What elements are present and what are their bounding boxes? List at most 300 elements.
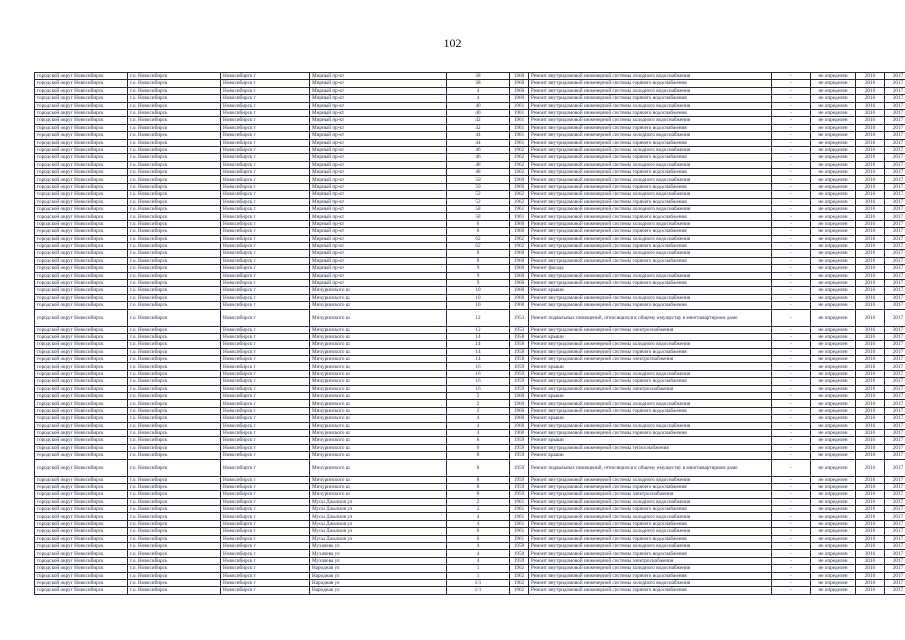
cell-y2: 2017 [885, 250, 905, 257]
cell-work: Ремонт внутридомовой инженерной системы горячего водоснабжения [529, 228, 772, 235]
cell-gorod: г.о. Новосибирск [128, 550, 221, 557]
cell-np: Новосибирск г [221, 513, 310, 520]
cell-year: 1959 [510, 437, 529, 444]
cell-year: 1959 [510, 543, 529, 550]
cell-work: Ремонт внутридомовой инженерной системы холодного водоснабжения [529, 294, 772, 301]
table-row [35, 272, 905, 279]
cell-dom: 2 [447, 498, 510, 505]
cell-y1: 2016 [856, 370, 885, 377]
cell-okrug: городской округ Новосибирск [35, 580, 128, 587]
cell-np: Новосибирск г [221, 206, 310, 213]
cell-np: Новосибирск г [221, 363, 310, 370]
cell-cost: не определен [811, 294, 856, 301]
cell-cost: не определен [811, 183, 856, 190]
cell-dom: 46 [447, 154, 510, 161]
cell-street: Мичуринского ш [310, 348, 447, 355]
cell-gorod: г.о. Новосибирск [128, 580, 221, 587]
cell-np: Новосибирск г [221, 407, 310, 414]
cell-gorod: г.о. Новосибирск [128, 191, 221, 198]
cell-okrug: городской округ Новосибирск [35, 287, 128, 294]
cell-dom: 62 [447, 242, 510, 249]
cell-dash: - [772, 242, 811, 249]
cell-y2: 2017 [885, 429, 905, 436]
cell-cost: не определен [811, 250, 856, 257]
cell-work: Ремонт внутридомовой инженерной системы горячего водоснабжения [529, 80, 772, 87]
cell-work: Ремонт крыши [529, 437, 772, 444]
cell-y2: 2017 [885, 341, 905, 348]
cell-gorod: г.о. Новосибирск [128, 169, 221, 176]
cell-cost: не определен [811, 393, 856, 400]
cell-dom: 4 [447, 422, 510, 429]
cell-year: 1960 [510, 250, 529, 257]
cell-street: Мичуринского ш [310, 483, 447, 490]
cell-work: Ремонт внутридомовой инженерной системы горячего водоснабжения [529, 535, 772, 542]
cell-work: Ремонт внутридомовой инженерной системы горячего водоснабжения [529, 302, 772, 309]
cell-work: Ремонт внутридомовой инженерной системы холодного водоснабжения [529, 476, 772, 483]
cell-work: Ремонт внутридомовой инженерной системы холодного водоснабжения [529, 272, 772, 279]
cell-np: Новосибирск г [221, 506, 310, 513]
cell-np: Новосибирск г [221, 80, 310, 87]
cell-y1: 2016 [856, 213, 885, 220]
cell-okrug: городской округ Новосибирск [35, 279, 128, 286]
cell-year: 1960 [510, 265, 529, 272]
cell-y1: 2016 [856, 483, 885, 490]
cell-okrug: городской округ Новосибирск [35, 429, 128, 436]
cell-y2: 2017 [885, 407, 905, 414]
cell-np: Новосибирск г [221, 287, 310, 294]
cell-street: Мирный пр-кт [310, 235, 447, 242]
cell-dash: - [772, 550, 811, 557]
cell-np: Новосибирск г [221, 557, 310, 564]
cell-cost: не определен [811, 363, 856, 370]
cell-okrug: городской округ Новосибирск [35, 302, 128, 309]
cell-y2: 2017 [885, 265, 905, 272]
cell-okrug: городской округ Новосибирск [35, 176, 128, 183]
cell-y2: 2017 [885, 242, 905, 249]
cell-dash: - [772, 543, 811, 550]
table-row [35, 415, 905, 422]
cell-street: Мичуринского ш [310, 309, 447, 326]
cell-y1: 2016 [856, 294, 885, 301]
cell-y2: 2017 [885, 287, 905, 294]
cell-y2: 2017 [885, 109, 905, 116]
cell-gorod: г.о. Новосибирск [128, 437, 221, 444]
cell-y1: 2016 [856, 302, 885, 309]
cell-year: 1960 [510, 407, 529, 414]
cell-dash: - [772, 520, 811, 527]
cell-y1: 2016 [856, 572, 885, 579]
cell-dash: - [772, 250, 811, 257]
cell-okrug: городской округ Новосибирск [35, 363, 128, 370]
cell-dom: 2 [447, 506, 510, 513]
cell-y2: 2017 [885, 228, 905, 235]
table-row [35, 213, 905, 220]
cell-dash: - [772, 498, 811, 505]
cell-street: Мирный пр-кт [310, 206, 447, 213]
table-row [35, 294, 905, 301]
cell-dom: 14 [447, 356, 510, 363]
cell-gorod: г.о. Новосибирск [128, 393, 221, 400]
cell-np: Новосибирск г [221, 265, 310, 272]
cell-cost: не определен [811, 407, 856, 414]
cell-work: Ремонт внутридомовой инженерной системы холодного водоснабжения [529, 146, 772, 153]
cell-dom: 14 [447, 348, 510, 355]
cell-y2: 2017 [885, 191, 905, 198]
cell-dash: - [772, 476, 811, 483]
cell-np: Новосибирск г [221, 213, 310, 220]
cell-gorod: г.о. Новосибирск [128, 356, 221, 363]
cell-y2: 2017 [885, 580, 905, 587]
table-row [35, 535, 905, 542]
cell-street: Мирный пр-кт [310, 95, 447, 102]
cell-y2: 2017 [885, 176, 905, 183]
cell-y1: 2016 [856, 109, 885, 116]
cell-okrug: городской округ Новосибирск [35, 557, 128, 564]
cell-dom: 48 [447, 169, 510, 176]
cell-year: 1962 [510, 572, 529, 579]
cell-y1: 2016 [856, 422, 885, 429]
cell-np: Новосибирск г [221, 459, 310, 476]
cell-dash: - [772, 491, 811, 498]
cell-np: Новосибирск г [221, 378, 310, 385]
cell-street: Мирный пр-кт [310, 102, 447, 109]
cell-dom: 6 [447, 228, 510, 235]
table-row [35, 565, 905, 572]
cell-street: Мирный пр-кт [310, 109, 447, 116]
cell-street: Народная ул [310, 572, 447, 579]
cell-street: Мирный пр-кт [310, 213, 447, 220]
cell-street: Мирный пр-кт [310, 161, 447, 168]
cell-y2: 2017 [885, 169, 905, 176]
cell-dash: - [772, 102, 811, 109]
table-row [35, 459, 905, 476]
cell-work: Ремонт внутридомовой инженерной системы холодного водоснабжения [529, 422, 772, 429]
table-row [35, 183, 905, 190]
cell-cost: не определен [811, 80, 856, 87]
cell-y2: 2017 [885, 139, 905, 146]
cell-y2: 2017 [885, 520, 905, 527]
cell-np: Новосибирск г [221, 341, 310, 348]
cell-y1: 2016 [856, 437, 885, 444]
cell-np: Новосибирск г [221, 437, 310, 444]
cell-work: Ремонт внутридомовой инженерной системы горячего водоснабжения [529, 407, 772, 414]
cell-year: 1960 [510, 176, 529, 183]
cell-y2: 2017 [885, 348, 905, 355]
cell-year: 1962 [510, 161, 529, 168]
cell-y2: 2017 [885, 154, 905, 161]
cell-street: Мирный пр-кт [310, 279, 447, 286]
cell-y1: 2016 [856, 220, 885, 227]
cell-gorod: г.о. Новосибирск [128, 302, 221, 309]
cell-np: Новосибирск г [221, 87, 310, 94]
cell-okrug: городской округ Новосибирск [35, 459, 128, 476]
cell-gorod: г.о. Новосибирск [128, 294, 221, 301]
cell-np: Новосибирск г [221, 272, 310, 279]
cell-cost: не определен [811, 341, 856, 348]
cell-dom: 4 [447, 543, 510, 550]
cell-y1: 2016 [856, 550, 885, 557]
cell-np: Новосибирск г [221, 528, 310, 535]
cell-np: Новосибирск г [221, 242, 310, 249]
cell-dash: - [772, 279, 811, 286]
cell-year: 1960 [510, 287, 529, 294]
cell-work: Ремонт внутридомовой инженерной системы горячего водоснабжения [529, 520, 772, 527]
cell-dom: 42 [447, 124, 510, 131]
cell-dash: - [772, 287, 811, 294]
cell-street: Мухачева ул [310, 543, 447, 550]
cell-dash: - [772, 341, 811, 348]
cell-y1: 2016 [856, 73, 885, 80]
cell-gorod: г.о. Новосибирск [128, 513, 221, 520]
cell-street: Мирный пр-кт [310, 132, 447, 139]
cell-gorod: г.о. Новосибирск [128, 520, 221, 527]
cell-y1: 2016 [856, 198, 885, 205]
table-row [35, 95, 905, 102]
cell-gorod: г.о. Новосибирск [128, 95, 221, 102]
cell-year: 1959 [510, 550, 529, 557]
cell-street: Мирный пр-кт [310, 124, 447, 131]
cell-y2: 2017 [885, 535, 905, 542]
cell-y1: 2016 [856, 341, 885, 348]
cell-gorod: г.о. Новосибирск [128, 279, 221, 286]
cell-y1: 2016 [856, 257, 885, 264]
cell-y1: 2016 [856, 535, 885, 542]
cell-cost: не определен [811, 378, 856, 385]
cell-okrug: городской округ Новосибирск [35, 250, 128, 257]
cell-okrug: городской округ Новосибирск [35, 415, 128, 422]
cell-cost: не определен [811, 124, 856, 131]
cell-dash: - [772, 183, 811, 190]
cell-year: 1959 [510, 483, 529, 490]
cell-y1: 2016 [856, 565, 885, 572]
cell-dom: 44 [447, 139, 510, 146]
cell-np: Новосибирск г [221, 429, 310, 436]
cell-okrug: городской округ Новосибирск [35, 348, 128, 355]
cell-dash: - [772, 572, 811, 579]
cell-y1: 2016 [856, 309, 885, 326]
cell-y1: 2016 [856, 80, 885, 87]
cell-year: 1960 [510, 95, 529, 102]
cell-year: 1960 [510, 302, 529, 309]
cell-work: Ремонт внутридомовой инженерной системы холодного водоснабжения [529, 543, 772, 550]
cell-np: Новосибирск г [221, 250, 310, 257]
cell-y1: 2016 [856, 161, 885, 168]
cell-dom: 4 [447, 87, 510, 94]
cell-cost: не определен [811, 422, 856, 429]
cell-okrug: городской округ Новосибирск [35, 535, 128, 542]
cell-dash: - [772, 146, 811, 153]
cell-work: Ремонт внутридомовой инженерной системы горячего водоснабжения [529, 483, 772, 490]
table-row [35, 429, 905, 436]
cell-y2: 2017 [885, 400, 905, 407]
cell-gorod: г.о. Новосибирск [128, 154, 221, 161]
cell-okrug: городской округ Новосибирск [35, 498, 128, 505]
cell-year: 1961 [510, 520, 529, 527]
cell-okrug: городской округ Новосибирск [35, 513, 128, 520]
cell-year: 1961 [510, 102, 529, 109]
cell-okrug: городской округ Новосибирск [35, 572, 128, 579]
cell-cost: не определен [811, 146, 856, 153]
table-row [35, 498, 905, 505]
cell-y1: 2016 [856, 429, 885, 436]
cell-dom: 1/1 [447, 580, 510, 587]
cell-okrug: городской округ Новосибирск [35, 169, 128, 176]
cell-street: Мирный пр-кт [310, 257, 447, 264]
cell-np: Новосибирск г [221, 491, 310, 498]
cell-dash: - [772, 333, 811, 340]
cell-dash: - [772, 161, 811, 168]
cell-year: 1958 [510, 333, 529, 340]
cell-dash: - [772, 565, 811, 572]
cell-np: Новосибирск г [221, 543, 310, 550]
cell-y2: 2017 [885, 557, 905, 564]
cell-work: Ремонт внутридомовой инженерной системы холодного водоснабжения [529, 341, 772, 348]
cell-work: Ремонт внутридомовой инженерной системы горячего водоснабжения [529, 124, 772, 131]
cell-y2: 2017 [885, 459, 905, 476]
cell-street: Мирный пр-кт [310, 87, 447, 94]
cell-dash: - [772, 580, 811, 587]
cell-street: Мирный пр-кт [310, 169, 447, 176]
cell-okrug: городской округ Новосибирск [35, 491, 128, 498]
cell-year: 1959 [510, 370, 529, 377]
cell-gorod: г.о. Новосибирск [128, 161, 221, 168]
table-row [35, 257, 905, 264]
cell-gorod: г.о. Новосибирск [128, 80, 221, 87]
cell-y1: 2016 [856, 444, 885, 451]
table-row [35, 506, 905, 513]
cell-street: Мусы Джалиля ул [310, 535, 447, 542]
cell-np: Новосибирск г [221, 95, 310, 102]
cell-cost: не определен [811, 543, 856, 550]
cell-year: 1960 [510, 279, 529, 286]
cell-y2: 2017 [885, 444, 905, 451]
cell-gorod: г.о. Новосибирск [128, 535, 221, 542]
cell-y2: 2017 [885, 272, 905, 279]
cell-gorod: г.о. Новосибирск [128, 265, 221, 272]
cell-gorod: г.о. Новосибирск [128, 220, 221, 227]
cell-np: Новосибирск г [221, 385, 310, 392]
cell-y2: 2017 [885, 476, 905, 483]
cell-y1: 2016 [856, 124, 885, 131]
cell-dom: 16 [447, 385, 510, 392]
cell-y2: 2017 [885, 309, 905, 326]
cell-work: Ремонт внутридомовой инженерной системы холодного водоснабжения [529, 400, 772, 407]
cell-cost: не определен [811, 513, 856, 520]
cell-work: Ремонт внутридомовой инженерной системы холодного водоснабжения [529, 528, 772, 535]
cell-np: Новосибирск г [221, 169, 310, 176]
cell-dom: 44 [447, 132, 510, 139]
cell-year: 1959 [510, 385, 529, 392]
cell-dom: 10 [447, 302, 510, 309]
cell-gorod: г.о. Новосибирск [128, 73, 221, 80]
cell-work: Ремонт крыши [529, 415, 772, 422]
cell-dom: 8 [447, 250, 510, 257]
cell-y2: 2017 [885, 87, 905, 94]
table-row [35, 279, 905, 286]
cell-year: 1961 [510, 528, 529, 535]
cell-cost: не определен [811, 557, 856, 564]
cell-y2: 2017 [885, 183, 905, 190]
table-row [35, 124, 905, 131]
cell-y1: 2016 [856, 363, 885, 370]
cell-y2: 2017 [885, 452, 905, 459]
cell-year: 1960 [510, 73, 529, 80]
cell-work: Ремонт внутридомовой инженерной системы электроснабжения [529, 491, 772, 498]
cell-dom: 2 [447, 393, 510, 400]
cell-dash: - [772, 528, 811, 535]
cell-work: Ремонт крыши [529, 333, 772, 340]
cell-y1: 2016 [856, 543, 885, 550]
cell-np: Новосибирск г [221, 109, 310, 116]
table-body [35, 73, 905, 595]
cell-work: Ремонт внутридомовой инженерной системы горячего водоснабжения [529, 378, 772, 385]
cell-np: Новосибирск г [221, 183, 310, 190]
cell-y2: 2017 [885, 393, 905, 400]
cell-work: Ремонт подвальных помещений, относящихся к общему имуществу в многоквартирном доме [529, 309, 772, 326]
cell-street: Мирный пр-кт [310, 117, 447, 124]
cell-cost: не определен [811, 191, 856, 198]
cell-okrug: городской округ Новосибирск [35, 422, 128, 429]
cell-np: Новосибирск г [221, 220, 310, 227]
cell-work: Ремонт внутридомовой инженерной системы горячего водоснабжения [529, 198, 772, 205]
cell-year: 1962 [510, 169, 529, 176]
cell-street: Мичуринского ш [310, 429, 447, 436]
cell-gorod: г.о. Новосибирск [128, 198, 221, 205]
cell-okrug: городской округ Новосибирск [35, 528, 128, 535]
cell-work: Ремонт внутридомовой инженерной системы горячего водоснабжения [529, 169, 772, 176]
cell-okrug: городской округ Новосибирск [35, 132, 128, 139]
cell-okrug: городской округ Новосибирск [35, 183, 128, 190]
cell-cost: не определен [811, 109, 856, 116]
cell-gorod: г.о. Новосибирск [128, 572, 221, 579]
cell-dom: 14 [447, 341, 510, 348]
cell-okrug: городской округ Новосибирск [35, 73, 128, 80]
cell-cost: не определен [811, 348, 856, 355]
cell-gorod: г.о. Новосибирск [128, 235, 221, 242]
cell-okrug: городской округ Новосибирск [35, 109, 128, 116]
cell-y1: 2016 [856, 326, 885, 333]
cell-dom: 48 [447, 161, 510, 168]
cell-year: 1960 [510, 393, 529, 400]
cell-y2: 2017 [885, 356, 905, 363]
table-row [35, 491, 905, 498]
table-row [35, 341, 905, 348]
cell-dash: - [772, 213, 811, 220]
table-row [35, 476, 905, 483]
cell-gorod: г.о. Новосибирск [128, 333, 221, 340]
cell-y2: 2017 [885, 235, 905, 242]
cell-year: 1961 [510, 206, 529, 213]
cell-cost: не определен [811, 491, 856, 498]
cell-gorod: г.о. Новосибирск [128, 422, 221, 429]
cell-y2: 2017 [885, 415, 905, 422]
cell-street: Мичуринского ш [310, 378, 447, 385]
cell-gorod: г.о. Новосибирск [128, 257, 221, 264]
cell-y1: 2016 [856, 250, 885, 257]
cell-y1: 2016 [856, 265, 885, 272]
cell-cost: не определен [811, 370, 856, 377]
cell-dash: - [772, 73, 811, 80]
cell-dom: 46 [447, 146, 510, 153]
cell-dash: - [772, 220, 811, 227]
cell-street: Мичуринского ш [310, 437, 447, 444]
cell-np: Новосибирск г [221, 370, 310, 377]
cell-work: Ремонт внутридомовой инженерной системы холодного водоснабжения [529, 220, 772, 227]
cell-dash: - [772, 378, 811, 385]
cell-year: 1958 [510, 348, 529, 355]
cell-year: 1959 [510, 363, 529, 370]
cell-y1: 2016 [856, 528, 885, 535]
